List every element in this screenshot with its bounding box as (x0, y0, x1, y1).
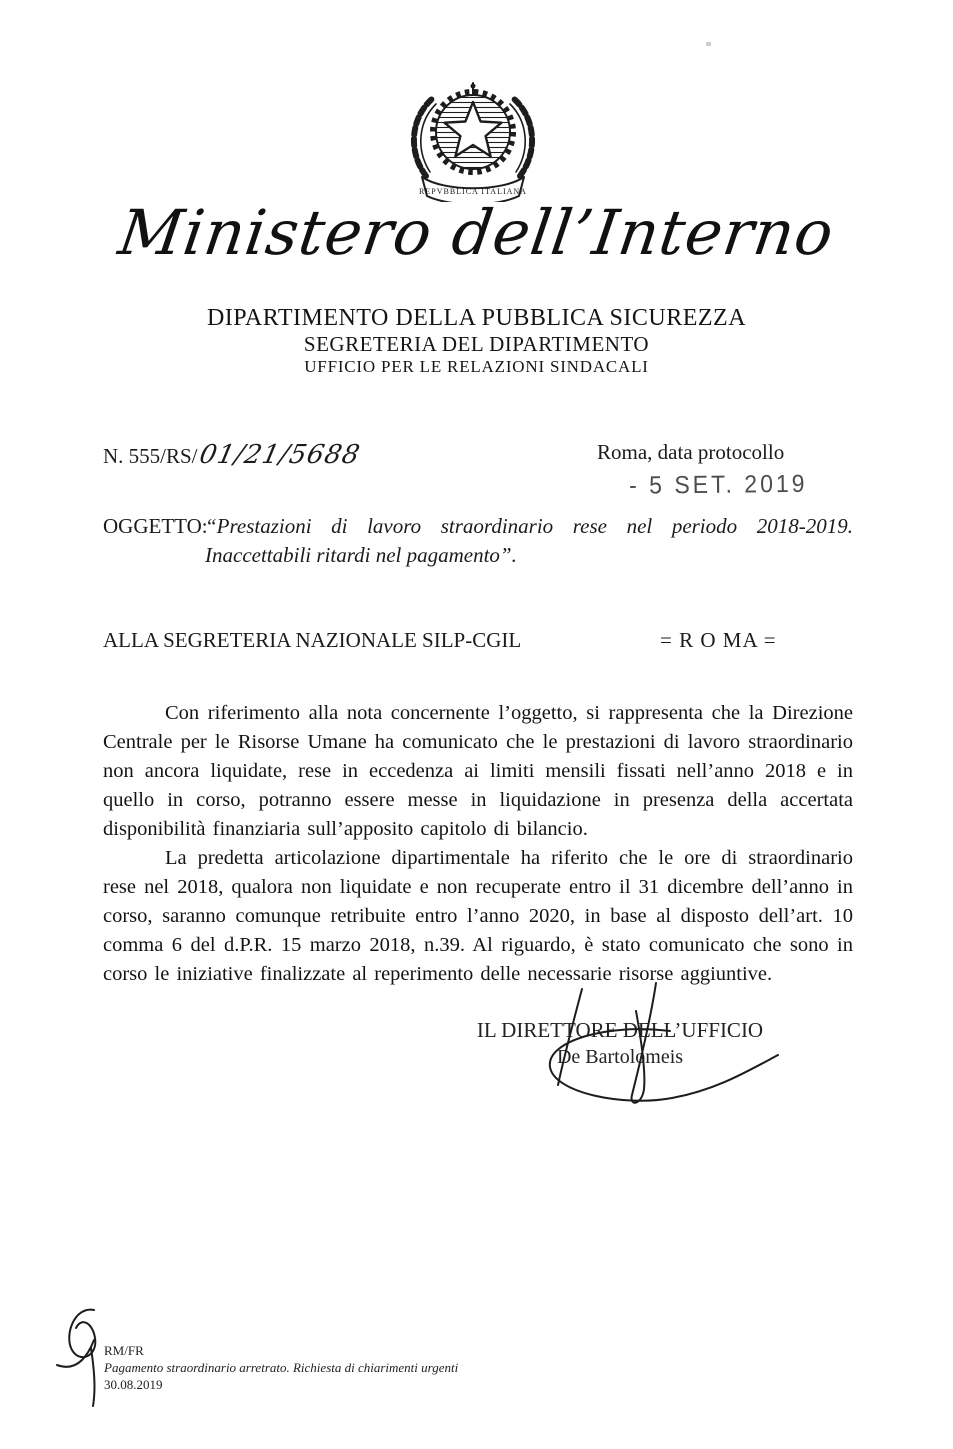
addressee-city: = R O MA = (660, 628, 777, 652)
date-stamp: - 5 SET. 2019 (629, 469, 808, 500)
subject-block (103, 512, 853, 570)
office-title: UFFICIO PER LE RELAZIONI SINDACALI (304, 357, 649, 376)
secretariat-title: SEGRETERIA DEL DIPARTIMENTO (303, 332, 650, 356)
signature-block (420, 1018, 820, 1069)
footer-reference: Pagamento straordinario arretrato. Richiesta di chiarimenti urgenti (104, 1360, 459, 1375)
footer-date: 30.08.2019 (104, 1377, 163, 1392)
protocol-number-handwritten: 01/21/5688 (196, 440, 363, 470)
ministry-script-title: Ministero dell’Interno (114, 196, 839, 269)
addressee-row (103, 628, 853, 653)
addressee-name: ALLA SEGRETERIA NAZIONALE SILP-CGIL (103, 628, 522, 652)
signer-name: De Bartolomeis (556, 1046, 684, 1068)
signer-title: IL DIRETTORE DELL’UFFICIO (476, 1018, 764, 1042)
subject-label: OGGETTO: (103, 514, 208, 538)
scan-artifact (706, 42, 711, 46)
subject-line: Inaccettabili ritardi nel pagamento”. (205, 543, 517, 567)
letter-body (103, 699, 853, 989)
body-paragraph-1: Con riferimento alla nota concernente l’oggetto, si rappresenta che la Direzione Centrale per le Risorse Umane ha comunicato che le prestazioni di lavoro straordinario non ancora liquidate, rese in eccedenza ai limiti mensili fissati nell’anno 2018 e in quello in corso, potranno essere messe in liquidazione in presenza della accertata disponibilità finanziaria sull’apposito capitolo di bilancio. (103, 702, 853, 840)
place-line: Roma, data protocollo (597, 440, 785, 464)
protocol-number-prefix: N. 555/RS/ (103, 444, 198, 468)
protocol-place-date (597, 440, 807, 498)
footer-initials: RM/FR (104, 1343, 144, 1358)
body-paragraph-2: La predetta articolazione dipartimentale ha riferito che le ore di straordinario rese nel 2018, qualora non liquidate e non recuperate entro il 31 dicembre dell’anno in corso, saranno comunque retribuite entro l’anno 2020, in base al disposto dell’art. 10 comma 6 del d.P.R. 15 marzo 2018, n.39. Al riguardo, è stato comunicato che sono in corso le iniziative finalizzate al reperimento delle necessarie risorse aggiuntive. (103, 847, 853, 985)
footer-block (104, 1342, 458, 1393)
subject-line: “Prestazioni di lavoro straordinario rese nel periodo 2018-2019. (205, 514, 853, 538)
protocol-number (103, 440, 363, 470)
republic-emblem-icon (388, 80, 558, 202)
emblem-banner-text: REPVBBLICA ITALIANA (419, 187, 527, 196)
subject-text (205, 512, 853, 570)
department-title: DIPARTIMENTO DELLA PUBBLICA SICUREZZA (206, 305, 747, 331)
